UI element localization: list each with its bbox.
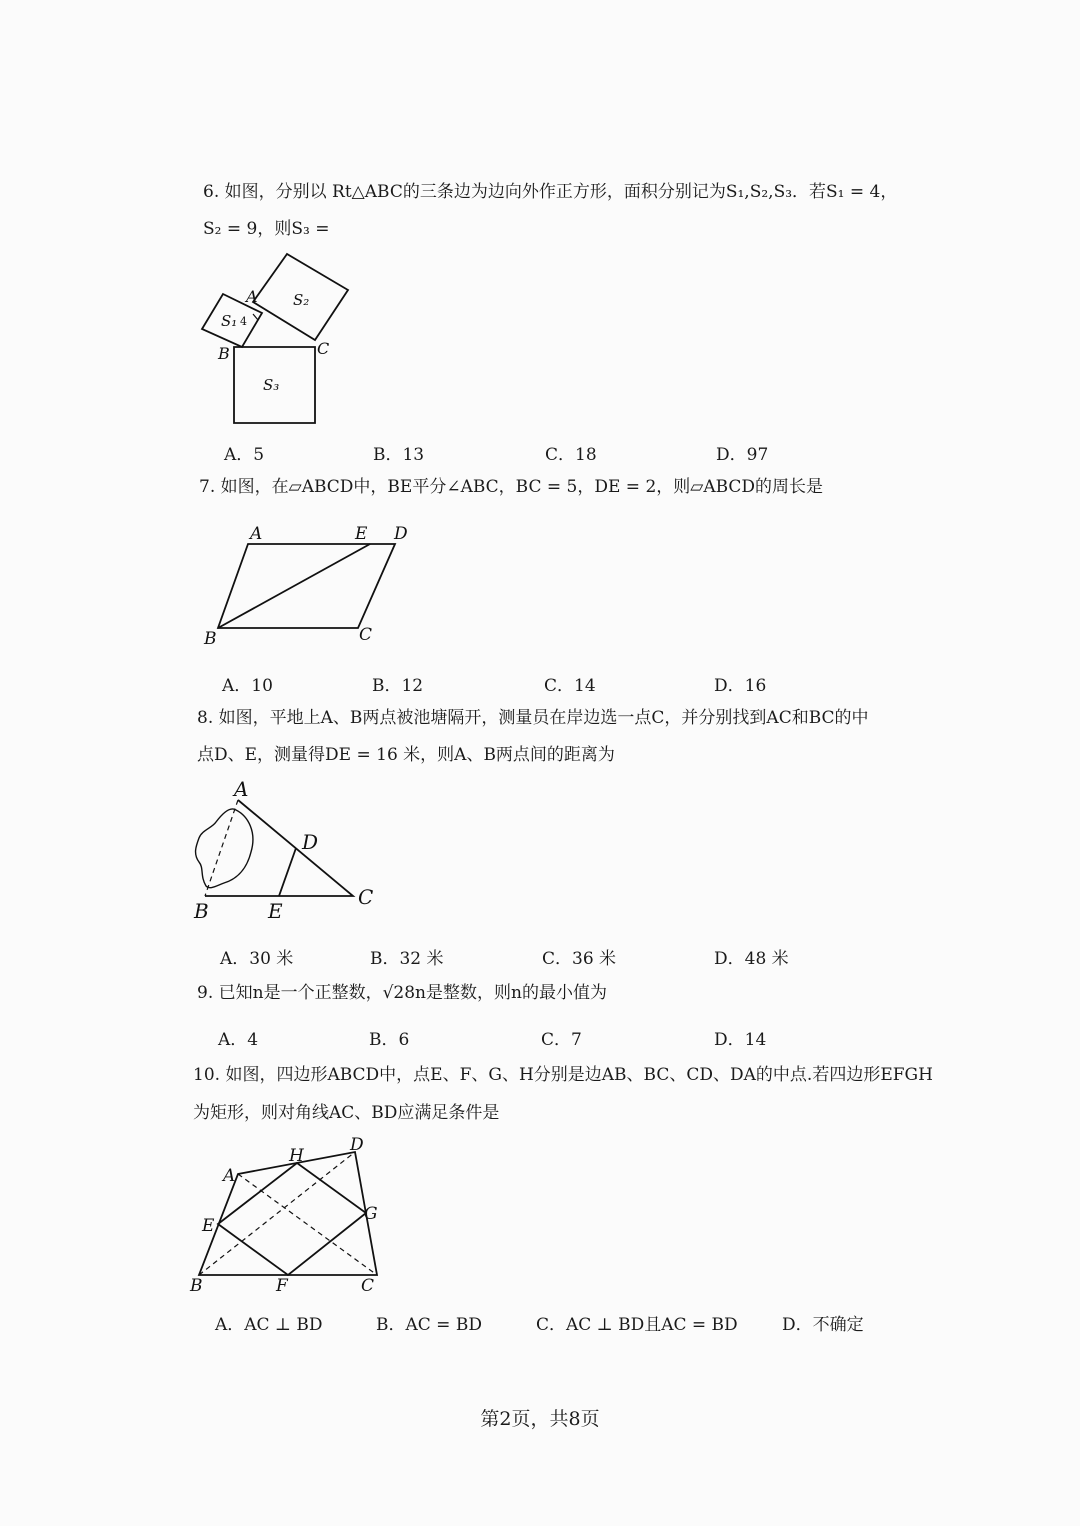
midline-de: [279, 848, 296, 896]
question-6-line-1: [203, 184, 897, 201]
segment-ab-dashed: [205, 800, 238, 896]
parallelogram-abcd: [218, 544, 395, 628]
label-d: D: [302, 830, 319, 854]
question-8-line-1: [197, 710, 869, 727]
option-10b[interactable]: B．AC = BD: [376, 1315, 482, 1335]
label-f: F: [276, 1276, 288, 1296]
option-6b[interactable]: B．13: [373, 445, 425, 465]
question-text: 如图，在▱ABCD中，BE平分∠ABC，BC = 5，DE = 2，则▱ABCD的周长是: [220, 477, 824, 497]
page-footer: 第2页，共8页: [480, 1408, 600, 1430]
segment-be: [218, 544, 370, 628]
label-a: A: [234, 777, 249, 801]
question-7-line-1: [199, 479, 823, 496]
label-b: B: [190, 1276, 203, 1296]
option-6d[interactable]: D．97: [716, 445, 769, 465]
question-number: 10.: [193, 1065, 221, 1085]
option-8c[interactable]: C．36 米: [542, 949, 617, 969]
option-8a[interactable]: A．30 米: [220, 949, 294, 969]
pond-outline: [196, 809, 253, 888]
label-b: B: [204, 629, 217, 649]
figure-q8-pond-triangle: [190, 777, 390, 925]
figure-q7-parallelogram: [195, 520, 435, 650]
question-text: 如图，平地上A、B两点被池塘隔开，测量员在岸边选一点C，并分别找到AC和BC的中: [218, 708, 869, 728]
option-9a[interactable]: A．4: [218, 1030, 259, 1050]
label-a: A: [223, 1166, 236, 1186]
question-number: 9.: [197, 983, 214, 1003]
label-c: C: [317, 339, 330, 358]
question-text: 已知n是一个正整数，√28n是整数，则n的最小值为: [218, 983, 607, 1003]
option-9b[interactable]: B．6: [369, 1030, 410, 1050]
question-number: 6.: [203, 182, 220, 202]
label-d: D: [350, 1135, 364, 1155]
option-10c[interactable]: C．AC ⊥ BD且AC = BD: [536, 1315, 738, 1335]
option-9c[interactable]: C．7: [541, 1030, 582, 1050]
label-s2: S₂: [293, 291, 310, 309]
label-c: C: [358, 885, 374, 909]
label-h: H: [289, 1146, 304, 1166]
label-e: E: [202, 1216, 215, 1236]
rectangle-efgh: [218, 1163, 366, 1275]
option-10a[interactable]: A．AC ⊥ BD: [215, 1315, 323, 1335]
label-c: C: [361, 1276, 375, 1296]
option-6c[interactable]: C．18: [545, 445, 597, 465]
label-e: E: [268, 899, 283, 923]
question-8-line-2: 点D、E，测量得DE = 16 米，则A、B两点间的距离为: [197, 745, 615, 765]
option-9d[interactable]: D．14: [714, 1030, 767, 1050]
label-e: E: [355, 524, 368, 544]
figure-q6-pythagoras-squares: [190, 245, 390, 445]
question-9-line-1: [197, 985, 607, 1002]
option-7c[interactable]: C．14: [544, 676, 596, 696]
option-8d[interactable]: D．48 米: [714, 949, 789, 969]
figure-q10-quadrilateral: [185, 1130, 395, 1300]
option-7b[interactable]: B．12: [372, 676, 424, 696]
label-b: B: [194, 899, 209, 923]
label-a: A: [246, 287, 258, 306]
label-s3: S₃: [263, 376, 280, 394]
label-d: D: [394, 524, 408, 544]
label-b: B: [218, 344, 230, 363]
question-text: 如图，分别以 Rt△ABC的三条边为边向外作正方形，面积分别记为S₁,S₂,S₃．若S₁ = 4，: [224, 182, 898, 202]
option-8b[interactable]: B．32 米: [370, 949, 444, 969]
option-7d[interactable]: D．16: [714, 676, 767, 696]
option-10d[interactable]: D．不确定: [782, 1315, 864, 1335]
label-g: G: [364, 1204, 378, 1224]
question-10-line-2: 为矩形，则对角线AC、BD应满足条件是: [193, 1103, 500, 1123]
label-mark: 4: [240, 315, 247, 328]
label-s1: S₁: [221, 312, 238, 330]
question-10-line-1: [193, 1067, 933, 1084]
question-text: 如图，四边形ABCD中，点E、F、G、H分别是边AB、BC、CD、DA的中点.若四边形EFGH: [225, 1065, 933, 1085]
label-c: C: [359, 625, 373, 645]
question-6-line-2: S₂ = 9，则S₃ =: [203, 219, 330, 239]
option-7a[interactable]: A．10: [222, 676, 273, 696]
option-6a[interactable]: A．5: [224, 445, 265, 465]
question-number: 7.: [199, 477, 216, 497]
label-a: A: [250, 524, 263, 544]
question-number: 8.: [197, 708, 214, 728]
